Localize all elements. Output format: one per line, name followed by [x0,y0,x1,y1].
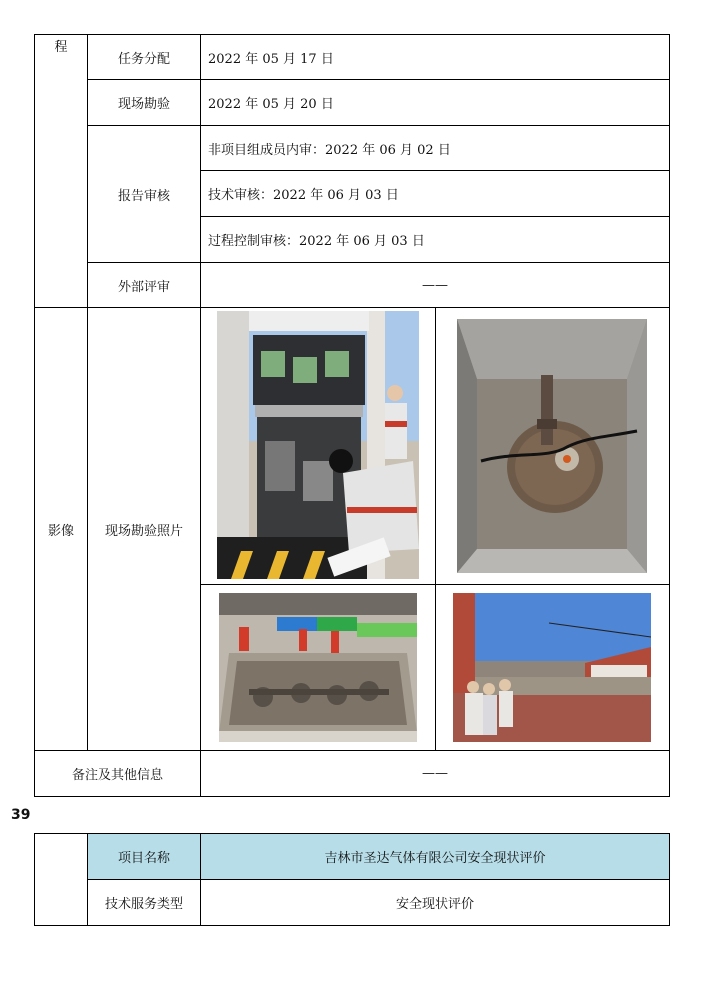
survey-label: 现场勘验 [117,97,170,112]
service-type-value: 安全现状评价 [395,897,474,912]
survey-date: 2022 年 05 月 20 日 [208,97,334,112]
project-name-value: 吉林市圣达气体有限公司安全现状评价 [324,851,546,866]
external-review-label: 外部评审 [117,279,170,295]
remarks-label: 备注及其他信息 [71,768,163,783]
pipeline-valves-pit-photo [219,593,417,742]
image-section-label: 影像 [47,523,74,539]
review-label: 报告审核 [117,188,170,204]
project-name-label: 项目名称 [117,851,170,866]
site-photos-label: 现场勘验照片 [104,523,183,539]
remarks-value: —— [422,766,448,781]
service-type-label: 技术服务类型 [104,897,183,912]
stage-label-tail: 程 [54,39,68,55]
assign-date: 2022 年 05 月 17 日 [208,51,334,67]
review-internal: 非项目组成员内审：2022 年 06 月 02 日 [208,142,451,158]
fuel-dispenser-inspection-photo [217,311,419,579]
review-process-control: 过程控制审核：2022 年 06 月 03 日 [208,234,425,249]
review-technical: 技术审核：2022 年 06 月 03 日 [208,188,399,203]
assign-label: 任务分配 [117,51,170,67]
external-review-value: —— [422,277,448,293]
underground-tank-manhole-photo [457,319,647,573]
page-number: 39 [11,807,31,823]
outdoor-site-inspection-photo [453,593,651,742]
